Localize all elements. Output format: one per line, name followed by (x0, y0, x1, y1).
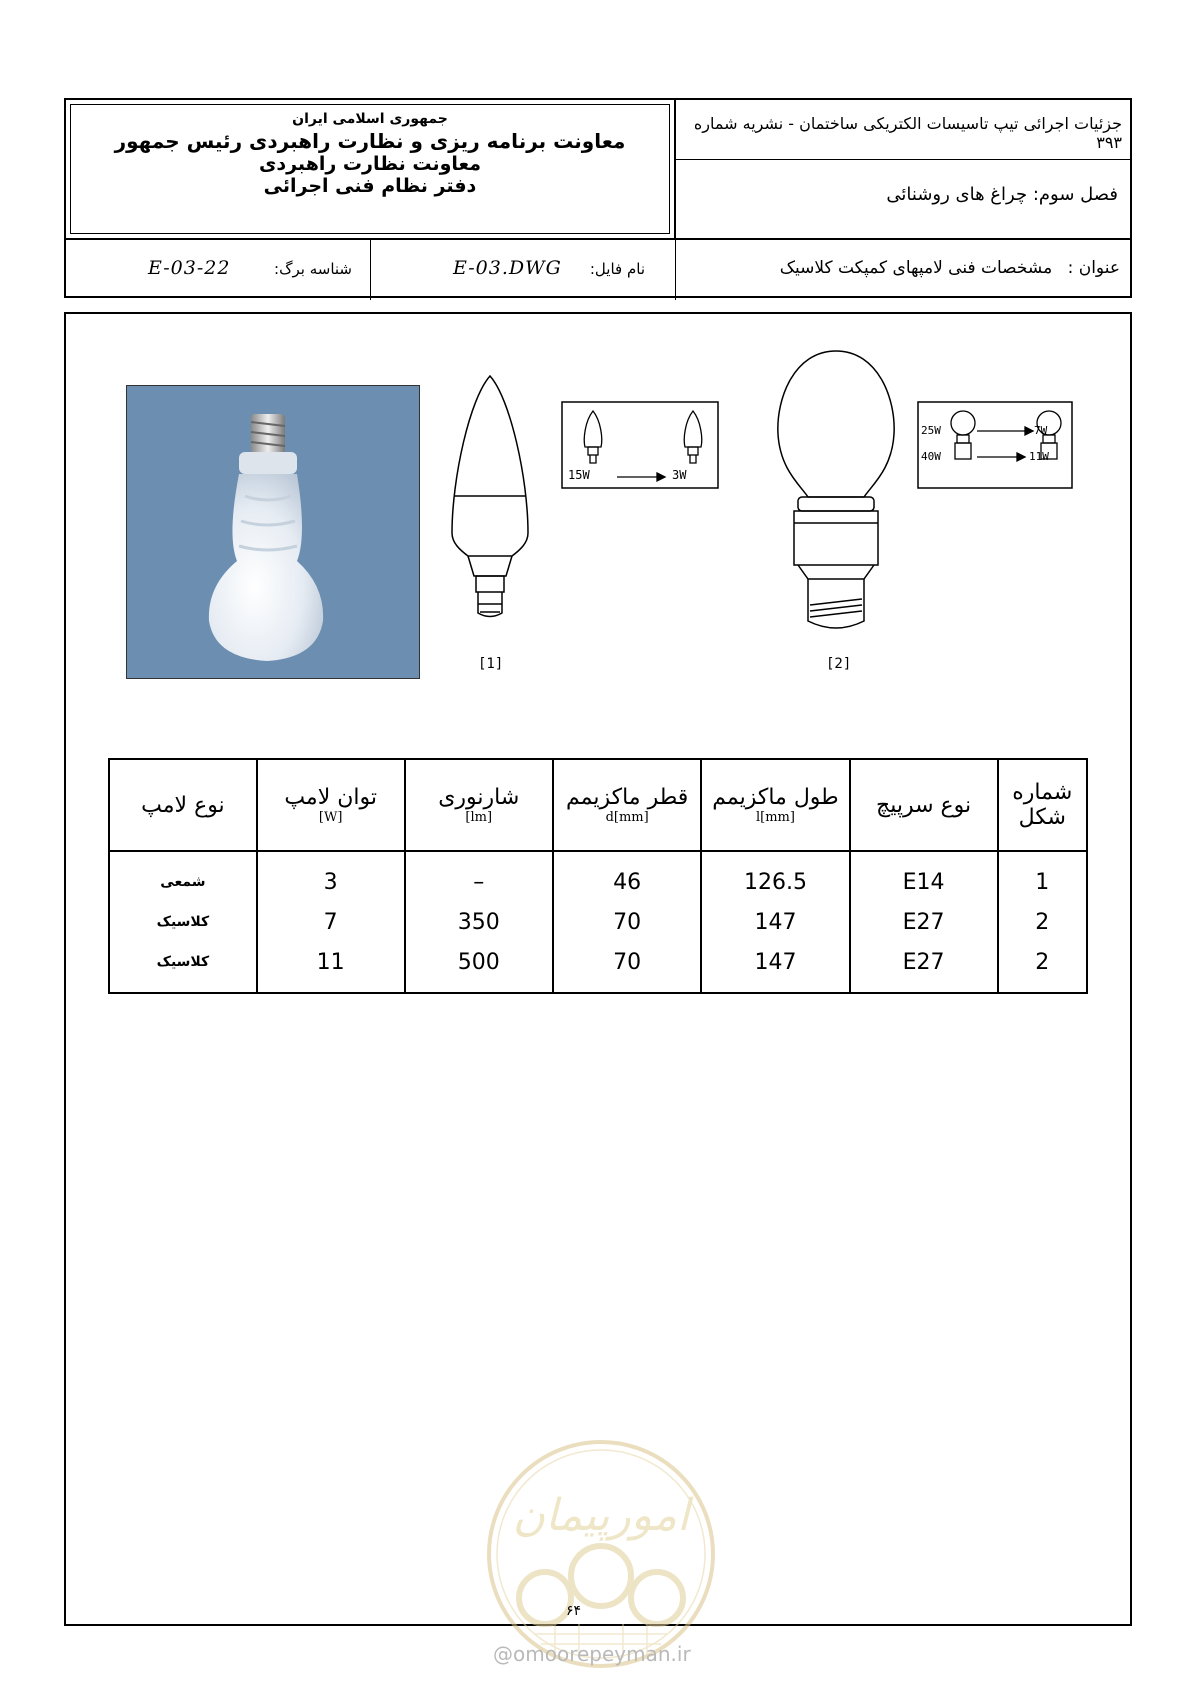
gov-line-4: دفتر نظام فنی اجرائی (263, 175, 477, 197)
header-lamp-type: نوع لامپ (109, 759, 257, 851)
sheet-title-cell (676, 240, 1130, 300)
file-name-label: نام فایل: (589, 260, 645, 278)
sheet-title-value: مشخصات فنی لامپهای کمپکت کلاسیک (779, 258, 1053, 278)
lamp-photo (126, 385, 420, 679)
table-row (109, 942, 1087, 993)
organization-inner-frame (70, 104, 670, 234)
classic-equivalence-diagram (917, 401, 1073, 489)
header-base-type: نوع سرپیچ (850, 759, 998, 851)
figure-1-label: [1] (478, 656, 504, 672)
sheet-id-label: شناسه برگ: (274, 260, 352, 278)
classic-box-row1-right: 7W (1034, 424, 1048, 437)
title-block-row (66, 238, 1130, 300)
classic-box-row2-right: 11W (1029, 450, 1049, 463)
lamp-specification-table (108, 758, 1088, 994)
cell-diameter: 70 (553, 942, 701, 993)
cell-diameter: 46 (553, 851, 701, 902)
chapter-title: فصل سوم: چراغ های روشنائی (886, 184, 1118, 205)
page-number: ۶۴ (566, 1603, 582, 1619)
cell-figure: 2 (998, 942, 1087, 993)
cell-length: 126.5 (701, 851, 849, 902)
header-max-diameter: قطر ماکزیمم d[mm] (553, 759, 701, 851)
candle-box-right-watt: 3W (672, 468, 687, 482)
header-lamp-power: توان لامپ [W] (257, 759, 405, 851)
publication-title: جزئیات اجرائی تیپ تاسیسات الکتریکی ساختمان - نشریه شماره ۳۹۳ (676, 100, 1130, 160)
file-name-value: E-03.DWG (453, 257, 562, 279)
cell-flux: 500 (405, 942, 553, 993)
cell-figure: 2 (998, 902, 1087, 942)
file-name-cell (371, 240, 676, 300)
classic-lamp-drawing (774, 349, 898, 639)
watermark-seal-icon (485, 1438, 717, 1670)
header-luminous-flux: شارنوری [lm] (405, 759, 553, 851)
at-icon: @ (493, 1642, 513, 1666)
cell-flux: – (405, 851, 553, 902)
gov-line-2: معاونت برنامه ریزی و نظارت راهبردی رئیس جمهور (114, 129, 626, 153)
cell-diameter: 70 (553, 902, 701, 942)
header-max-length: طول ماکزیمم l[mm] (701, 759, 849, 851)
cell-flux: 350 (405, 902, 553, 942)
cell-lamp-type: کلاسیک (109, 902, 257, 942)
sheet-id-value: E-03-22 (148, 257, 231, 279)
sheet-id-cell (66, 240, 371, 300)
candle-lamp-drawing (440, 368, 540, 624)
cell-base: E27 (850, 902, 998, 942)
header-figure-number: شماره شکل (998, 759, 1087, 851)
classic-box-row2-left: 40W (921, 450, 941, 463)
candle-box-left-watt: 15W (568, 468, 590, 482)
table-row (109, 902, 1087, 942)
cell-base: E14 (850, 851, 998, 902)
title-block (64, 98, 1132, 298)
cell-length: 147 (701, 902, 849, 942)
cell-length: 147 (701, 942, 849, 993)
figure-2-label: [2] (826, 656, 852, 672)
cell-power: 11 (257, 942, 405, 993)
organization-block (66, 100, 676, 238)
table-header-row (109, 759, 1087, 851)
classic-box-row1-left: 25W (921, 424, 941, 437)
cell-lamp-type: شمعی (109, 851, 257, 902)
cell-power: 3 (257, 851, 405, 902)
cell-base: E27 (850, 942, 998, 993)
gov-line-3: معاونت نظارت راهبردی (258, 153, 482, 175)
cell-power: 7 (257, 902, 405, 942)
table-row (109, 851, 1087, 902)
cell-lamp-type: کلاسیک (109, 942, 257, 993)
website-watermark: @omoorepeyman.ir (493, 1642, 691, 1666)
gov-line-1: جمهوری اسلامی ایران (292, 111, 448, 127)
sheet-title-label: عنوان : (1067, 258, 1120, 278)
watermark-script: امورپیمان (512, 1490, 690, 1541)
cell-figure: 1 (998, 851, 1087, 902)
